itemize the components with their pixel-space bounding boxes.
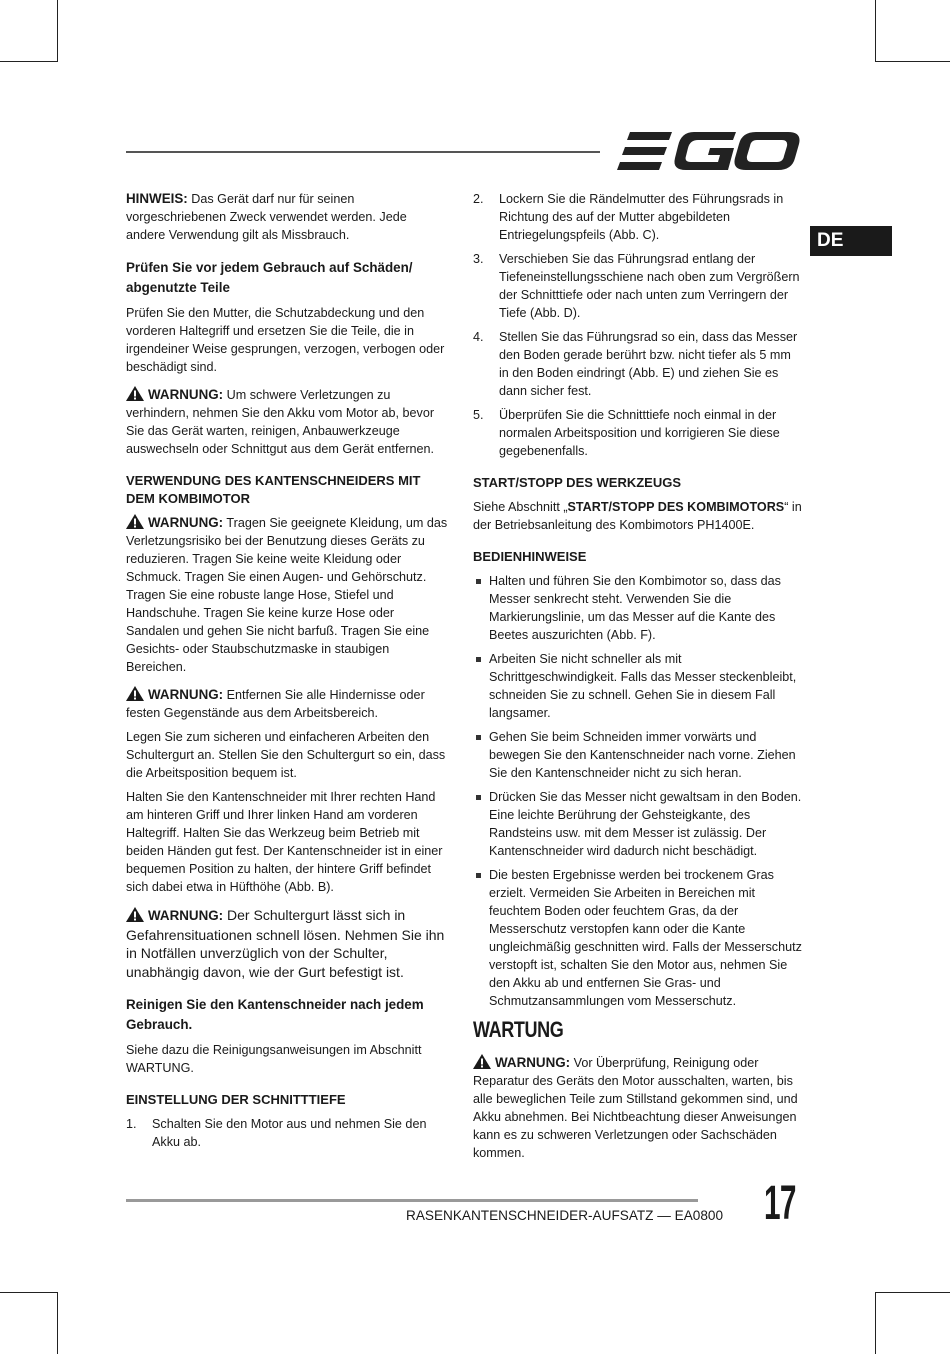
list-item — [473, 190, 803, 244]
warning-paragraph — [126, 906, 448, 981]
crop-mark — [0, 1292, 58, 1293]
step-text: Schalten Sie den Motor aus und nehmen Sie den Akku ab. — [152, 1117, 427, 1149]
warning-text: Tragen Sie geeignete Kleidung, um das Verletzungsrisiko bei der Benutzung dieses Geräts zu reduzieren. Tragen Sie keine weite Kleidung oder Schmuck. Tragen Sie einen Augen- und Gehörschutz. Tragen Sie eine robuste lange Hose, Stiefel und Handschuhe. Tragen Sie keine kurze Hose oder Sandalen und gehen Sie nicht barfuß. Tragen Sie eine Gesichts- oder Staubschutzmaske in staubigen Bereichen. — [126, 516, 448, 674]
warning-text: Entfernen Sie alle Hindernisse oder festen Gegenstände aus dem Arbeitsbereich. — [126, 688, 425, 720]
header-rule — [126, 151, 600, 153]
step-text: Lockern Sie die Rändelmutter des Führungsrads in Richtung des auf der Mutter abgebildeten Entriegelungspfeils (Abb. C). — [499, 192, 784, 242]
step-text: Verschieben Sie das Führungsrad entlang der Tiefeneinstellungsschiene nach oben zum Vergrößern der Schnitttiefe oder nach unten zum Verringern der Tiefe (Abb. D). — [499, 252, 800, 320]
warning-text: Um schwere Verletzungen zu verhindern, nehmen Sie den Akku vom Motor ab, bevor Sie das Gerät warten, reinigen, Anbauwerkzeuge auswechseln oder Schnittgut aus dem Gerät entfernen. — [126, 388, 435, 456]
warning-icon — [126, 686, 144, 701]
crop-mark — [875, 61, 950, 62]
footer-rule — [126, 1199, 698, 1202]
left-column — [126, 190, 448, 1157]
page-number: 17 — [764, 1177, 796, 1230]
step-number: 4. — [473, 330, 484, 344]
step-number: 5. — [473, 408, 484, 422]
warning-text: Der Schultergurt lässt sich in Gefahrensituationen schnell lösen. Nehmen Sie ihn in Notfällen unverzüglich von der Schulter, unabhängig davon, wie der Gurt befestigt ist. — [126, 907, 445, 980]
warning-paragraph — [126, 514, 448, 676]
warning-paragraph — [473, 1054, 803, 1162]
check-text: Prüfen Sie den Mutter, die Schutzabdeckung und den vorderen Haltegriff und ersetzen Sie die Teile, die in irgendeiner Weise gesprungen, verzogen, verbogen oder beschädigt sind. — [126, 306, 445, 374]
step-number: 2. — [473, 192, 484, 206]
tips-heading: BEDIENHINWEISE — [473, 549, 587, 564]
note-label: HINWEIS: — [126, 191, 188, 206]
list-item — [473, 406, 803, 460]
shoulder-strap-paragraph: Legen Sie zum sicheren und einfacheren Arbeiten den Schultergurt an. Stellen Sie den Schultergurt so ein, dass die Arbeitsposition bequem ist. — [126, 730, 446, 780]
crop-mark — [875, 0, 876, 62]
warning-icon — [126, 386, 144, 401]
crop-mark — [875, 1292, 876, 1354]
list-item — [473, 250, 803, 322]
warning-label: WARNUNG: — [148, 387, 224, 402]
warning-paragraph — [126, 386, 448, 458]
list-item: Halten und führen Sie den Kombimotor so, dass das Messer senkrecht steht. Verwenden Sie die Markierungslinie, um das Messer auf die Kante des Beetes auszurichten (Abb. F). — [473, 572, 803, 644]
warning-icon — [126, 907, 144, 922]
list-item: Die besten Ergebnisse werden bei trockenem Gras erzielt. Vermeiden Sie Arbeiten in Bereichen mit feuchtem Boden oder feuchtem Gras, da der Messerschutz verstopfen kann oder die Kante ungleichmäßig geschnitten wird. Falls der Messerschutz verstopft ist, schalten Sie den Motor aus, nehmen Sie den Akku ab und entfernen Sie Gras- und Schmutzansammlungen vom Messerschutz. — [473, 866, 803, 1010]
list-item — [126, 1115, 448, 1151]
note-paragraph — [126, 190, 448, 244]
note-text: Das Gerät darf nur für seinen vorgeschriebenen Zweck verwendet werden. Jede andere Verwendung gilt als Missbrauch. — [126, 192, 407, 242]
warning-icon — [473, 1054, 491, 1069]
holding-paragraph: Halten Sie den Kantenschneider mit Ihrer rechten Hand am hinteren Griff und Ihrer linken Hand am vorderen Haltegriff. Halten Sie das Werkzeug beim Betrieb mit beiden Händen gut fest. Der Kantenschneider ist in einer bequemen Position zu halten, der hintere Griff befindet sich dabei etwa in Hüfthöhe (Abb. B). — [126, 790, 443, 894]
start-stop-post: “ in der Betriebsanleitung des Kombimotors PH1400E. — [473, 500, 802, 532]
step-number: 1. — [126, 1117, 137, 1131]
clean-text: Siehe dazu die Reinigungsanweisungen im Abschnitt WARTUNG. — [126, 1043, 422, 1075]
maintenance-title: WARTUNG — [473, 1017, 564, 1042]
start-stop-pre: Siehe Abschnitt „ — [473, 500, 568, 514]
step-number: 3. — [473, 252, 484, 266]
right-column — [473, 190, 803, 1168]
warning-text: Vor Überprüfung, Reinigung oder Reparatur des Geräts den Motor ausschalten, warten, bis alle beweglichen Teile zum Stillstand gekommen sind, und Akku abnehmen. Bei Nichtbeachtung dieser Anweisungen kann es zu schweren Verletzungen oder Sachschäden kommen. — [473, 1056, 798, 1160]
warning-label: WARNUNG: — [148, 515, 224, 530]
warning-label: WARNUNG: — [148, 687, 224, 702]
warning-label: WARNUNG: — [495, 1055, 571, 1070]
crop-mark — [0, 61, 58, 62]
warning-paragraph — [126, 686, 448, 722]
depth-steps-list — [473, 190, 803, 460]
clean-heading: Reinigen Sie den Kantenschneider nach jedem Gebrauch. — [126, 997, 424, 1032]
usage-heading: VERWENDUNG DES KANTENSCHNEIDERS MIT DEM KOMBIMOTOR — [126, 473, 421, 506]
check-heading: Prüfen Sie vor jedem Gebrauch auf Schäden/ abgenutzte Teile — [126, 260, 413, 295]
step-text: Überprüfen Sie die Schnitttiefe noch einmal in der normalen Arbeitsposition und korrigieren Sie diese gegebenenfalls. — [499, 408, 780, 458]
start-stop-paragraph — [473, 498, 803, 534]
warning-label: WARNUNG: — [148, 908, 224, 923]
depth-steps-list — [126, 1115, 448, 1151]
language-tab: DE — [810, 226, 892, 256]
ego-logo — [616, 128, 800, 174]
list-item — [473, 328, 803, 400]
footer-product: RASENKANTENSCHNEIDER-AUFSATZ — EA0800 — [406, 1208, 724, 1223]
crop-mark — [57, 0, 58, 62]
crop-mark — [875, 1292, 950, 1293]
crop-mark — [57, 1292, 58, 1354]
depth-heading: EINSTELLUNG DER SCHNITTTIEFE — [126, 1092, 346, 1107]
list-item: Gehen Sie beim Schneiden immer vorwärts und bewegen Sie den Kantenschneider nach vorne. Ziehen Sie den Kantenschneider nicht zu sich heran. — [473, 728, 803, 782]
list-item: Arbeiten Sie nicht schneller als mit Schrittgeschwindigkeit. Falls das Messer steckenbleibt, schneiden Sie zu schnell. Gehen Sie in diesem Fall langsamer. — [473, 650, 803, 722]
start-stop-heading: START/STOPP DES WERKZEUGS — [473, 475, 682, 490]
list-item: Drücken Sie das Messer nicht gewaltsam in den Boden. Eine leichte Berührung der Gehsteigkante, des Randsteins usw. mit dem Messer ist zulässig. Der Kantenschneider wird dadurch nicht beschädigt. — [473, 788, 803, 860]
start-stop-reference: START/STOPP DES KOMBIMOTORS — [567, 500, 785, 514]
tips-list — [473, 572, 803, 1010]
step-text: Stellen Sie das Führungsrad so ein, dass das Messer den Boden gerade berührt bzw. nicht tiefer als 5 mm in den Boden eindringt (Abb. E) und ziehen Sie es dann sicher fest. — [499, 330, 798, 398]
warning-icon — [126, 514, 144, 529]
